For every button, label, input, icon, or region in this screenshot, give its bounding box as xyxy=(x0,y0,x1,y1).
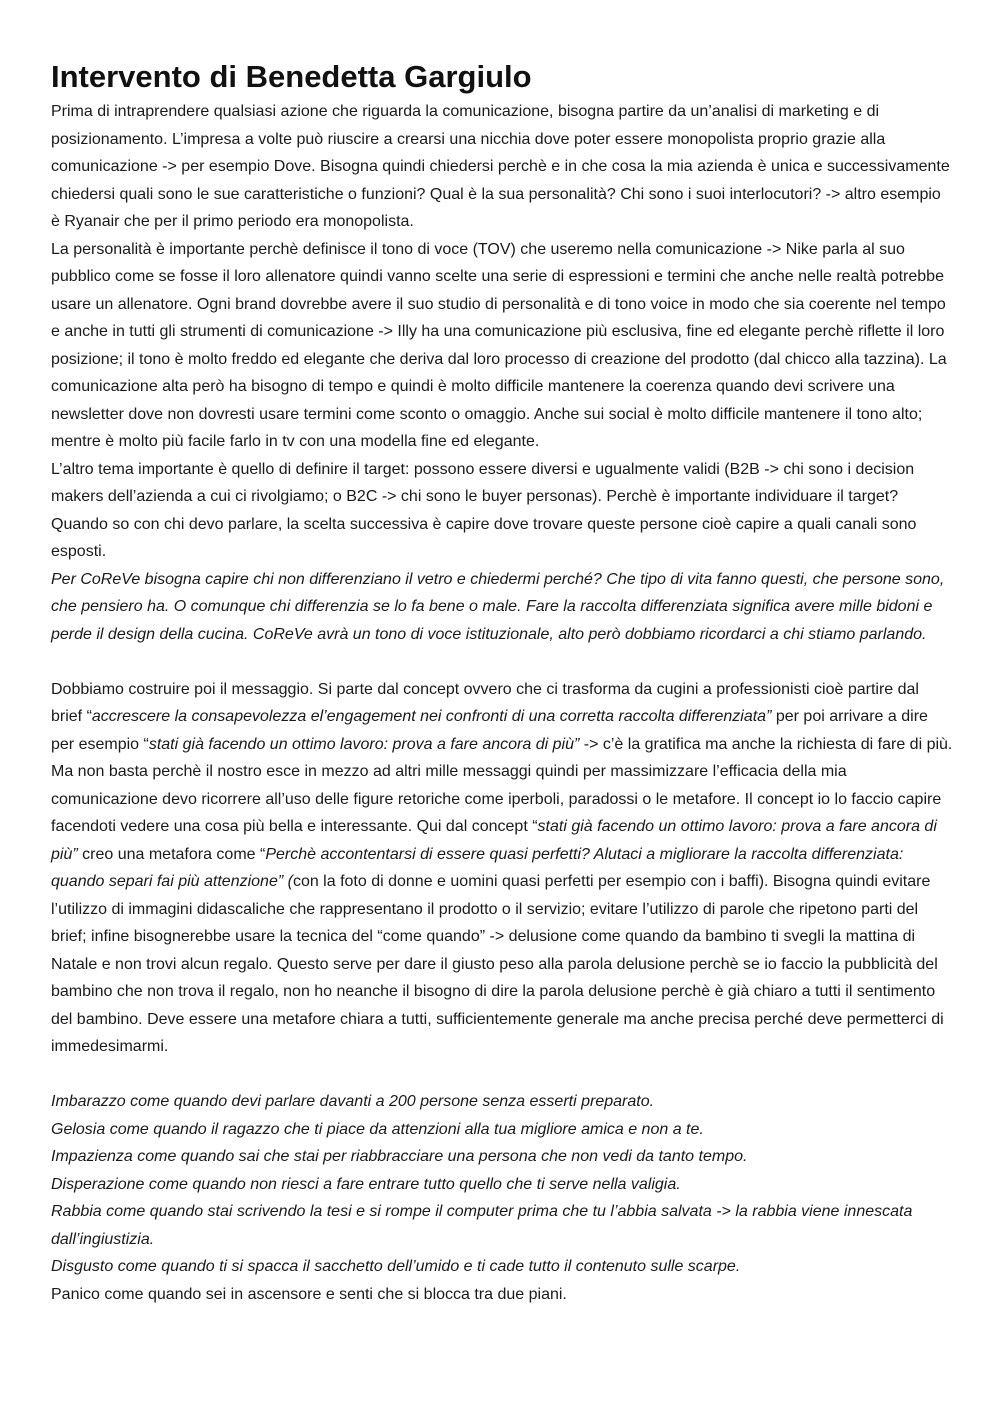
example-line-last: Panico come quando sei in ascensore e senti che si blocca tra due piani. xyxy=(51,1285,567,1303)
example-line: Imbarazzo come quando devi parlare davanti a 200 persone senza esserti preparato. xyxy=(51,1093,655,1110)
example-line: Disgusto come quando ti si spacca il sacchetto dell’umido e ti cade tutto il contenuto sulle scarpe. xyxy=(51,1258,741,1275)
paragraph-positioning: Prima di intraprendere qualsiasi azione che riguarda la comunicazione, bisogna partire da un’analisi di marketing e di posizionamento. L’impresa a volte può riuscire a crearsi una nicchia dove poter essere monopolista proprio grazie alla comunicazione -> per esempio Dove. Bisogna quindi chiedersi perchè e in che cosa la mia azienda è unica e successivamente chiedersi quali sono le sue caratteristiche o funzioni? Qual è la sua personalità? Chi sono i suoi interlocutori? -> altro esempio è Ryanair che per il primo periodo era monopolista. xyxy=(51,103,950,230)
example-line: Rabbia come quando stai scrivendo la tesi e si rompe il computer prima che tu l’abbia salvata -> la rabbia viene innescata dall’ingiustizia. xyxy=(51,1203,913,1248)
blank-line xyxy=(51,648,953,676)
example-line: Gelosia come quando il ragazzo che ti piace da attenzioni alla tua migliore amica e non a te. xyxy=(51,1120,704,1138)
example-line: Impazienza come quando sai che stai per riabbracciare una persona che non vedi da tanto tempo. xyxy=(51,1148,748,1165)
blank-line xyxy=(51,1061,953,1089)
paragraph-message: Dobbiamo costruire poi il messaggio. Si parte dal concept ovvero che ci trasforma da cugini a professionisti cioè partire dal brief “accrescere la consapevolezza el’engagement nei confronti di una corretta raccolta differenziata” per poi arrivare a dire per esempio “stati già facendo un ottimo lavoro: prova a fare ancora di più” -> c’è la gratifica ma anche la richiesta di fare di più. Ma non basta perchè il nostro esce in mezzo ad altri mille messaggi quindi per massimizzare l’efficacia della mia comunicazione devo ricorrere all’uso delle figure retoriche come iperboli, paradossi o le metafore. Il concept io lo faccio capire facendoti vedere una cosa più bella e interessante. Qui dal concept “stati già facendo un ottimo lavoro: prova a fare ancora di più” creo una metafora come “Perchè accontentarsi di essere quasi perfetti? Alutaci a migliorare la raccolta differenziata: quando separi fai più attenzione” (con la foto di donne e uomini quasi perfetti per esempio con i baffi). Bisogna quindi evitare l’utilizzo di immagini didascaliche che rappresentano il prodotto o il servizio; evitare l’utilizzo di parole che ripetono parti del brief; infine bisognerebbe usare la tecnica del “come quando” -> delusione come quando da bambino ti svegli la mattina di Natale e non trovi alcun regalo. Questo serve per dare il giusto peso alla parola delusione perchè se io faccio la pubblicità del bambino che non trova il regalo, non ho neanche il bisogno di dire la parola delusione perchè è già chiaro a tutti il sentimento del bambino. Deve essere una metafore chiara a tutti, sufficientemente generale ma anche precisa perché deve permetterci di immedesimarmi. xyxy=(51,680,953,1055)
paragraph-target: L’altro tema importante è quello di definire il target: possono essere diversi e ugualmente validi (B2B -> chi sono i decision makers dell’azienda a cui ci rivolgiamo; o B2C -> chi sono le buyer personas). Perchè è importante individuare il target? Quando so con chi devo parlare, la scelta successiva è capire dove trovare queste persone cioè capire a quali canali sono esposti. xyxy=(51,460,917,560)
document-title: Intervento di Benedetta Gargiulo xyxy=(51,59,532,94)
paragraph-coreve: Per CoReVe bisogna capire chi non differenziano il vetro e chiedermi perché? Che tipo di vita fanno questi, che persone sono, che pensiero ha. O comunque chi differenzia se lo fa bene o male. Fare la raccolta differenziata significa avere mille bidoni e perde il design della cucina. CoReVe avrà un tono di voce istituzionale, alto però dobbiamo ricordarci a chi stiamo parlando. xyxy=(51,570,945,643)
example-line: Disperazione come quando non riesci a fare entrare tutto quello che ti serve nella valigia. xyxy=(51,1175,681,1193)
document-page xyxy=(51,58,953,1308)
paragraph-personality: La personalità è importante perchè definisce il tono di voce (TOV) che useremo nella comunicazione -> Nike parla al suo pubblico come se fosse il loro allenatore quindi vanno scelte una serie di espressioni e termini che anche nelle realtà potrebbe usare un allenatore. Ogni brand dovrebbe avere il suo studio di personalità e di tono voice in modo che sia coerente nel tempo e anche in tutti gli strumenti di comunicazione -> Illy ha una comunicazione più esclusiva, fine ed elegante perchè riflette il loro posizione; il tono è molto freddo ed elegante che deriva dal loro processo di creazione del prodotto (dal chicco alla tazzina). La comunicazione alta però ha bisogno di tempo e quindi è molto difficile mantenere la coerenza quando devi scrivere una newsletter dove non dovresti usare termini come sconto o omaggio. Anche sui social è molto difficile mantenere il tono alto; mentre è molto più facile farlo in tv con una modella fine ed elegante. xyxy=(51,240,947,450)
